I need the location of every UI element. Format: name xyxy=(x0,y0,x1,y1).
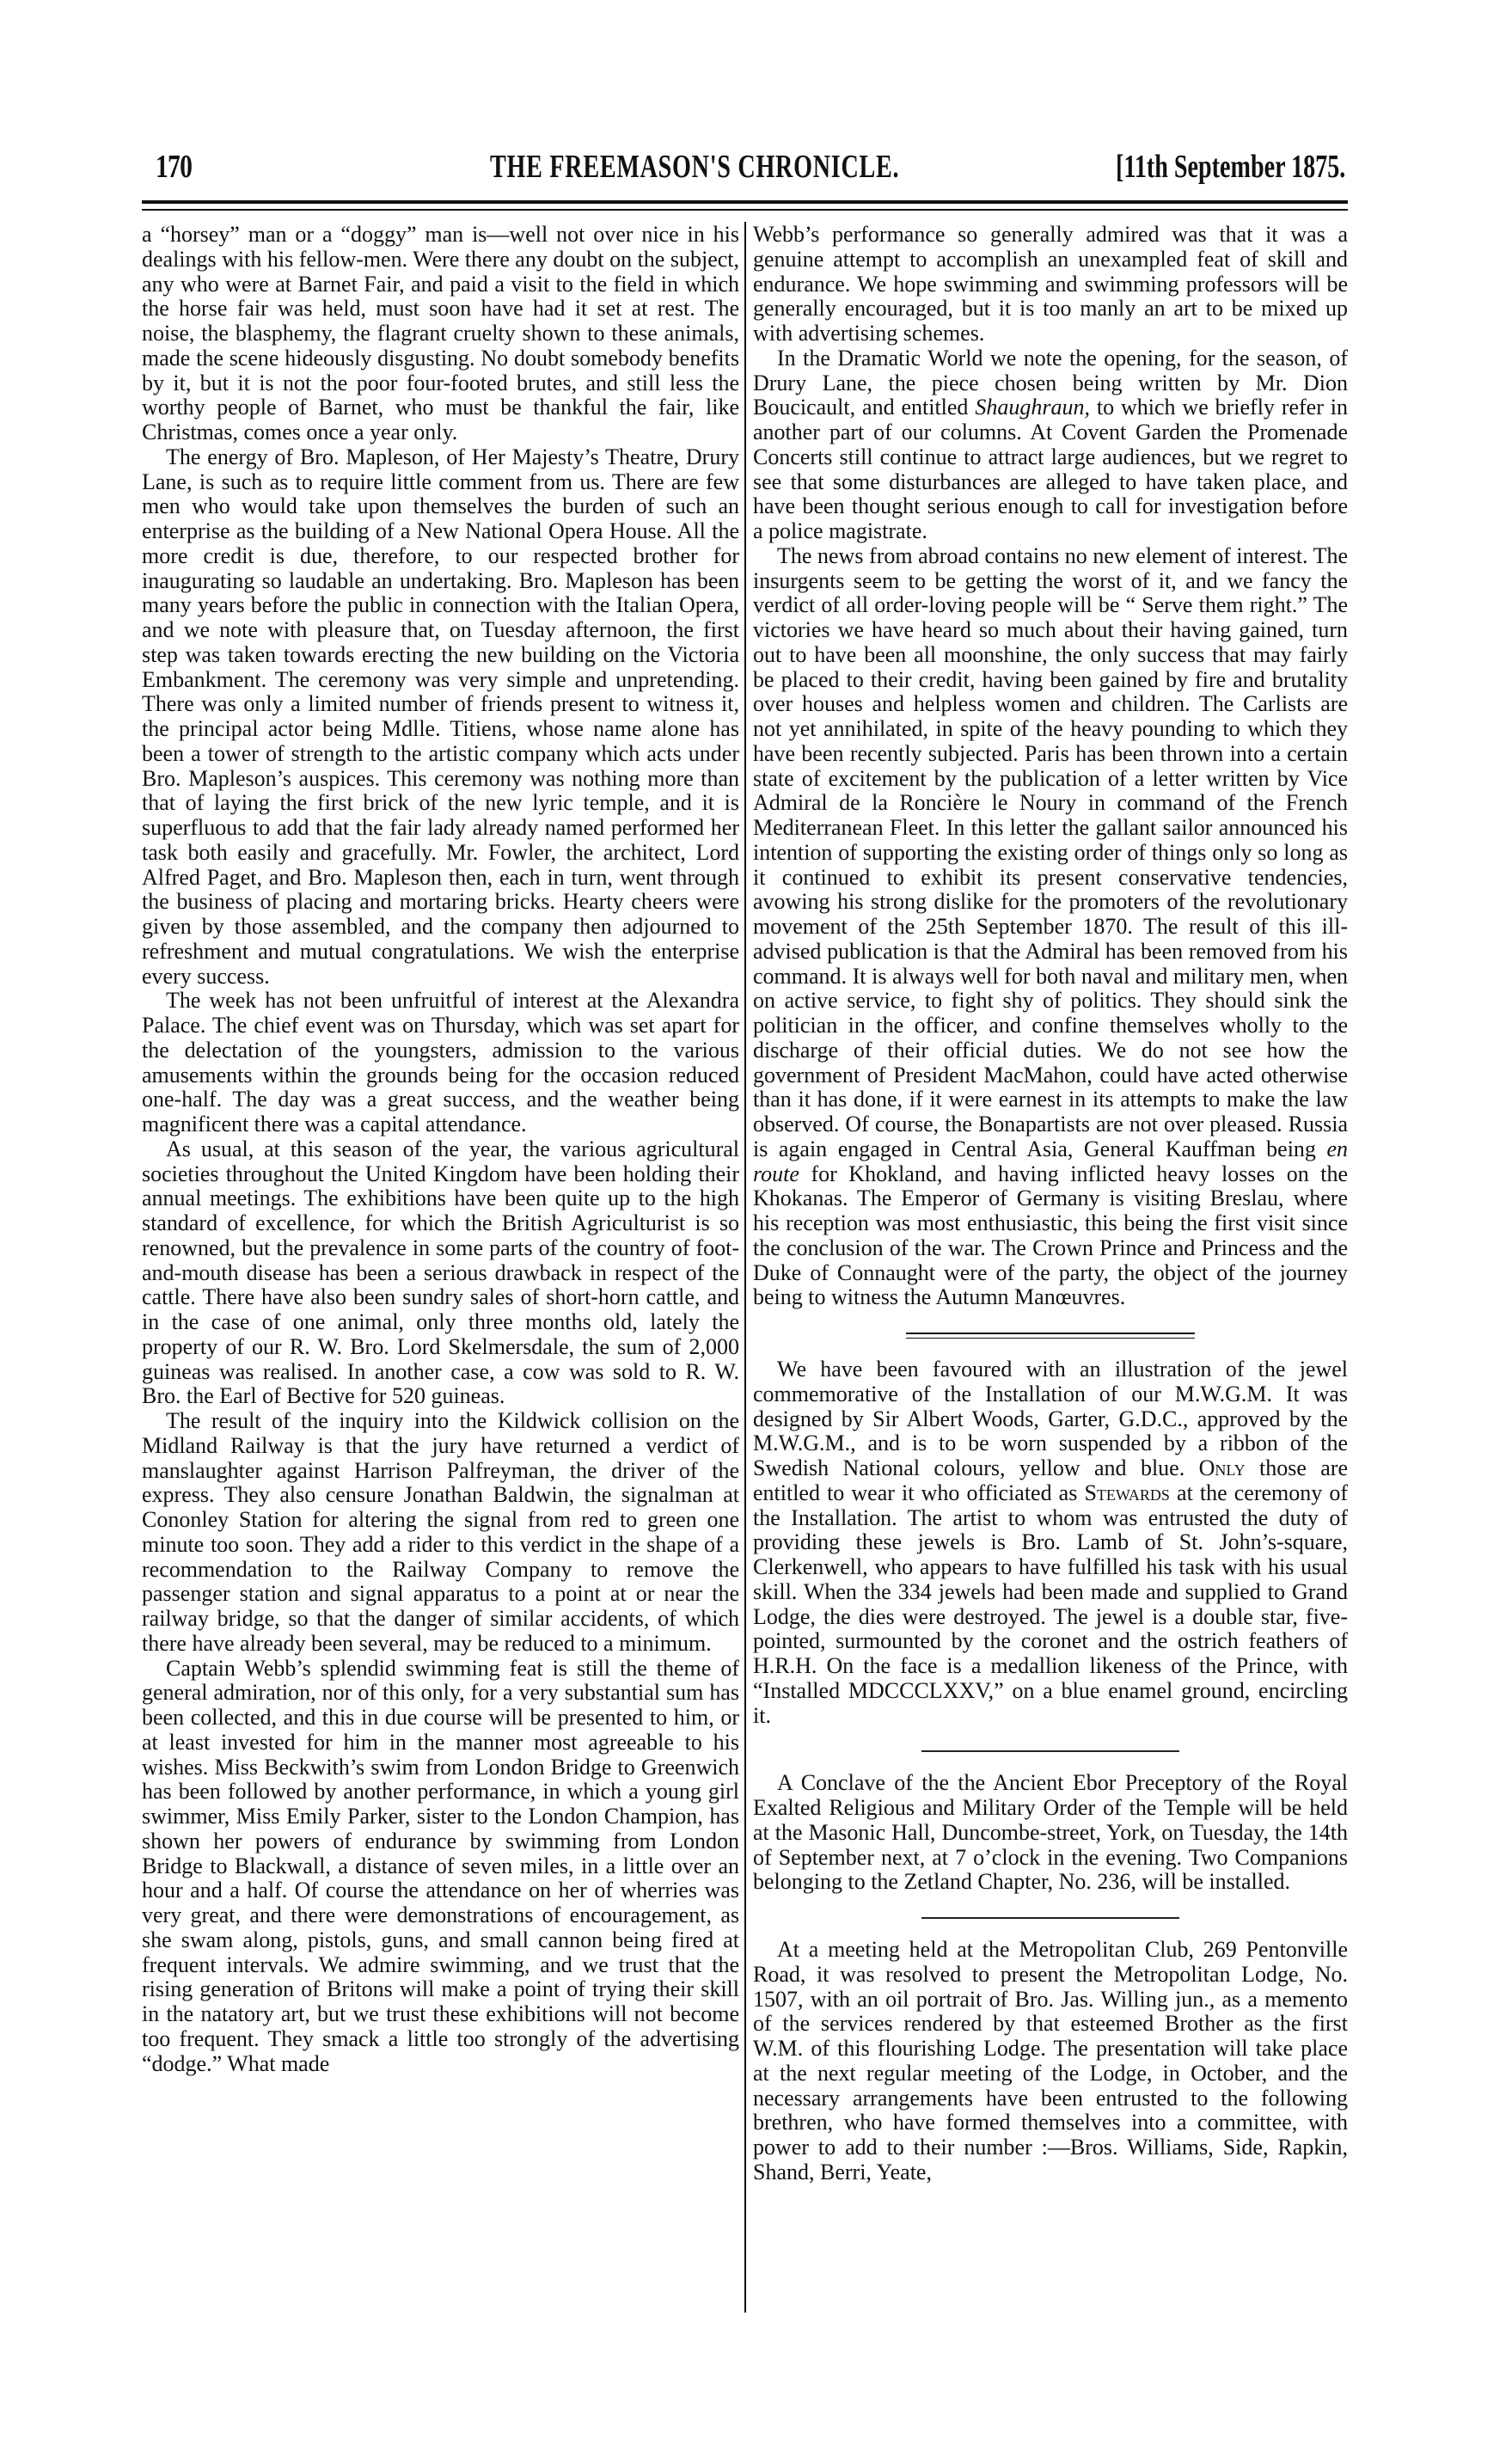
right-column xyxy=(753,223,1348,2185)
jewel-text-1: We have been favoured with an illustration of the jewel commemorative of the Installation of our M.W.G.M. It was designed by Sir Albert Woods, Garter, G.D.C., approved by the M.W.G.M., and is to be worn suspended by a ribbon of the Swedish National colours, yellow and blue. xyxy=(753,1357,1348,1480)
jewel-text-2: those are entitled to wear it who officiated as xyxy=(753,1455,1348,1505)
article-barnet-fair: a “horsey” man or a “doggy” man is—well not over nice in his dealings with his fellow-men. Were there any doubt on the subject, any who were at Barnet Fair, and paid a visit to the field in which the horse fair was held, must soon have had it set at rest. The noise, the blasphemy, the flagrant cruelty shown to these animals, made the scene hideously disgusting. No doubt somebody benefits by it, but it is not the poor four-footed brutes, and still less the worthy people of Barnet, who must be thankful the fair, like Christmas, comes once a year only. xyxy=(142,222,739,444)
left-column xyxy=(142,223,739,2076)
article-agricultural-societies: As usual, at this season of the year, the various agricultural societies throughout the United Kingdom have been holding their annual meetings. The exhibitions have been quite up to the high standard of excellence, for which the British Agriculturist is so renowned, but the prevalence in some parts of the country of foot-and-mouth disease has been a serious drawback in respect of the cattle. There have also been sundry sales of short-horn cattle, and in the case of one animal, only three months old, lately the property of our R. W. Bro. Lord Skelmersdale, the sum of 2,000 guineas was realised. In another case, a cow was sold to R. W. Bro. the Earl of Bective for 520 guineas. xyxy=(142,1136,739,1409)
column-divider xyxy=(744,222,746,2313)
masthead-rule-thin xyxy=(142,209,1348,211)
dramatic-world-text-1: In the Dramatic World we note the opening, for the season, of Drury Lane, the piece chosen being written by Mr. Dion Boucicault, and entitled xyxy=(753,345,1348,420)
article-alexandra-palace: The week has not been unfruitful of interest at the Alexandra Palace. The chief event was on Thursday, which was set apart for the delectation of the youngsters, admission to the various amusements within the grounds being for the occasion reduced one-half. The day was a great success, and the weather being magnificent there was a capital attendance. xyxy=(142,988,739,1137)
section-divider xyxy=(921,1917,1179,1919)
issue-date: [11th September 1875. xyxy=(1115,149,1345,185)
play-title: Shaughraun, xyxy=(975,395,1090,420)
article-metropolitan-lodge: At a meeting held at the Metropolitan Club, 269 Pentonville Road, it was resolved to present the Metropolitan Lodge, No. 1507, with an oil portrait of Bro. Jas. Willing jun., as a memento of the services rendered by that esteemed Brother as the first W.M. of this flourishing Lodge. The presentation will take place at the next regular meeting of the Lodge, in October, and the necessary arrangements have been entrusted to the following brethren, who have formed themselves into a committee, with power to add to their number :—Bros. Williams, Side, Rapkin, Shand, Berri, Yeate, xyxy=(753,1937,1348,2184)
dramatic-world-text-2: to which we briefly refer in another part of our columns. At Covent Garden the Promenade Concerts still continue to attract large audiences, but we regret to see that some disturbances are alleged to have taken place, and have been thought serious enough to call for investigation before a police magistrate. xyxy=(753,395,1348,543)
publication-title: THE FREEMASON'S CHRONICLE. xyxy=(490,149,900,185)
only-smallcaps: Only xyxy=(1198,1455,1246,1480)
article-news-abroad xyxy=(753,544,1348,1310)
section-divider xyxy=(921,1750,1179,1752)
en-route-italic: en route xyxy=(753,1136,1348,1186)
article-installation-jewel xyxy=(753,1357,1348,1728)
article-captain-webb: Captain Webb’s splendid swimming feat is still the theme of general admiration, nor of this only, for a very substantial sum has been collected, and this in due course will be presented to him, or at least invested for him in the manner most agreeable to his wishes. Miss Beckwith’s swim from London Bridge to Greenwich has been followed by another performance, in which a young girl swimmer, Miss Emily Parker, sister to the London Champion, has shown her powers of endurance by swimming from London Bridge to Blackwall, a distance of seven miles, in a little over an hour and a half. Of course the attendance on her of wherries was very great, and there were demonstrations of encouragement, as she swam along, pistols, guns, and small cannon being fired at frequent intervals. We admire swimming, and we trust that the rising generation of Britons will make a point of trying their skill in the natatory art, but we trust these exhibitions will not become too frequent. They smack a little too strongly of the advertising “dodge.” What made xyxy=(142,1655,739,2076)
page-number: 170 xyxy=(156,149,193,185)
article-dramatic-world xyxy=(753,346,1348,544)
news-abroad-text-1: The news from abroad contains no new element of interest. The insurgents seem to be getting the worst of it, and we fancy the verdict of all order-loving people will be “ Serve them right.” The victories we have heard so much about their having gained, turn out to have been all moonshine, the only success that may fairly be placed to their credit, having been gained by fire and brutality over houses and helpless women and children. The Carlists are not yet annihilated, in spite of the heavy pounding to which they have been recently subjected. Paris has been thrown into a certain state of excitement by the publication of a letter written by Vice Admiral de la Roncière le Noury in command of the French Mediterranean Fleet. In this letter the gallant sailor announced his intention of supporting the existing order of things only so long as it continued to exhibit its present conservative tendencies, avowing his strong dislike for the promoters of the revolutionary movement of the 25th September 1870. The result of this ill-advised publication is that the Admiral has been removed from his command. It is always well for both naval and military men, when on active service, to fight shy of politics. They should sink the politician in the officer, and confine themselves wholly to the discharge of their official duties. We do not see how the government of President MacMahon, could have acted otherwise than it has done, if it were earnest in its attempts to make the law observed. Of course, the Bonapartists are not over pleased. Russia is again engaged in Central Asia, General Kauffman being xyxy=(753,542,1348,1161)
masthead xyxy=(142,148,1345,184)
stewards-smallcaps: Stewards xyxy=(1084,1480,1170,1505)
jewel-text-3: at the ceremony of the Installation. The artist to whom was entrusted the duty of providing these jewels is Bro. Lamb of St. John’s-square, Clerkenwell, who appears to have fulfilled his task with his usual skill. When the 334 jewels had been made and supplied to Grand Lodge, the dies were destroyed. The jewel is a double star, five-pointed, surmounted by the coronet and the ostrich feathers of H.R.H. On the face is a medallion likeness of the Prince, with “Installed MDCCCLXXV,” on a blue enamel ground, encircling it. xyxy=(753,1480,1349,1728)
masthead-rule-thick xyxy=(142,200,1348,204)
article-ebor-preceptory: A Conclave of the the Ancient Ebor Preceptory of the Royal Exalted Religious and Military Order of the Temple will be held at the Masonic Hall, Duncombe-street, York, on Tuesday, the 14th of September next, at 7 o’clock in the evening. Two Companions belonging to the Zetland Chapter, No. 236, will be installed. xyxy=(753,1770,1348,1895)
article-webb-continued: Webb’s performance so generally admired was that it was a genuine attempt to accomplish an unexampled feat of skill and endurance. We hope swimming and swimming professors will be generally encouraged, but it is too manly an art to be mixed up with advertising schemes. xyxy=(753,222,1348,346)
news-abroad-text-2: for Khokland, and having inflicted heavy losses on the Khokanas. The Emperor of Germany is visiting Breslau, where his reception was most enthusiastic, this being the first visit since the conclusion of the war. The Crown Prince and Princess and the Duke of Connaught were of the party, the object of the journey being to witness the Autumn Manœuvres. xyxy=(753,1161,1348,1310)
article-kildwick-collision: The result of the inquiry into the Kildwick collision on the Midland Railway is that the jury have returned a verdict of manslaughter against Harrison Palfreyman, the driver of the express. They also censure Jonathan Baldwin, the signalman at Cononley Station for altering the signal from red to green one minute too soon. They add a rider to this verdict in the shape of a recommendation to the Railway Company to remove the passenger station and signal apparatus to a point at or near the railway bridge, so that the danger of similar accidents, of which there have already been several, may be reduced to a minimum. xyxy=(142,1408,739,1656)
article-mapleson-opera: The energy of Bro. Mapleson, of Her Majesty’s Theatre, Drury Lane, is such as to require little comment from us. There are few men who would take upon themselves the burden of such an enterprise as the building of a New National Opera House. All the more credit is due, therefore, to our respected brother for inaugurating so laudable an undertaking. Bro. Mapleson has been many years before the public in connection with the Italian Opera, and we note with pleasure that, on Tuesday afternoon, the first step was taken towards erecting the new building on the Victoria Embankment. The ceremony was very simple and unpretending. There was only a limited number of friends present to witness it, the principal actor being Mdlle. Titiens, whose name alone has been a tower of strength to the artistic company which acts under Bro. Mapleson’s auspices. This ceremony was nothing more than that of laying the first brick of the new lyric temple, and it is superfluous to add that the fair lady already named performed her task both easily and gracefully. Mr. Fowler, the architect, Lord Alfred Paget, and Bro. Mapleson then, each in turn, went through the business of placing and mortaring bricks. Hearty cheers were given by those assembled, and the company then adjourned to refreshment and mutual congratulations. We wish the enterprise every success. xyxy=(142,444,739,989)
section-divider-double xyxy=(906,1333,1195,1339)
